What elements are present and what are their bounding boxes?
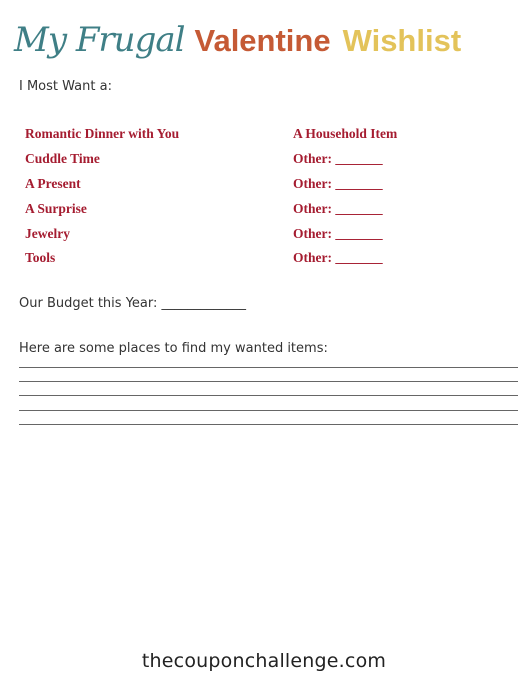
option-household-item: A Household Item — [293, 126, 398, 141]
write-in-line-4 — [19, 410, 518, 411]
write-in-line-2 — [19, 381, 518, 382]
option-other-4: Other: _______ — [293, 226, 383, 241]
write-in-line-1 — [19, 367, 518, 368]
option-tools: Tools — [25, 250, 56, 265]
option-a-surprise: A Surprise — [25, 201, 87, 216]
page-title — [14, 20, 461, 60]
option-other-5: Other: _______ — [293, 250, 383, 265]
option-cuddle-time: Cuddle Time — [25, 151, 100, 166]
option-romantic-dinner: Romantic Dinner with You — [25, 126, 180, 141]
title-valentine: Valentine — [194, 23, 331, 58]
write-in-line-5 — [19, 424, 518, 425]
footer-website: thecouponchallenge.com — [141, 650, 387, 672]
option-other-2: Other: _______ — [293, 176, 383, 191]
budget-label: Our Budget this Year: _____________ — [19, 296, 246, 311]
title-wishlist: Wishlist — [342, 23, 462, 58]
write-in-line-3 — [19, 395, 518, 396]
option-other-1: Other: _______ — [293, 151, 383, 166]
places-label: Here are some places to find my wanted items: — [19, 341, 328, 356]
option-jewelry: Jewelry — [25, 226, 70, 241]
option-a-present: A Present — [25, 176, 81, 191]
option-other-3: Other: _______ — [293, 201, 383, 216]
most-want-label: I Most Want a: — [19, 79, 112, 94]
title-my-frugal: My Frugal — [14, 20, 185, 60]
